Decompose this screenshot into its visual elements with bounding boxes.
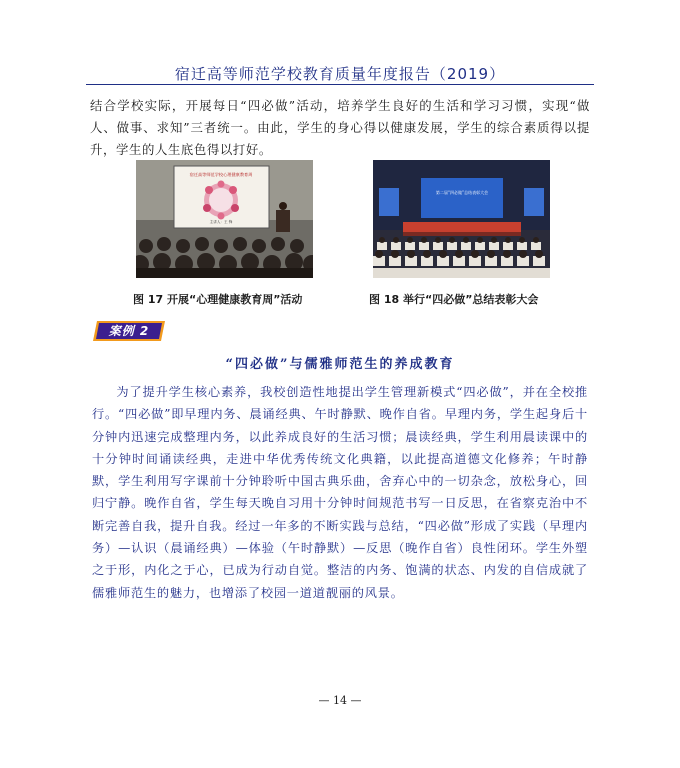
photo-award-ceremony bbox=[373, 160, 550, 278]
screen-title-2: 第二届“四必做”总结表彰大会 bbox=[435, 190, 489, 195]
case-body bbox=[92, 381, 588, 604]
case-badge-label: 案例 2 bbox=[108, 324, 150, 338]
screen-subtitle-1: 主讲人：王 锋 bbox=[209, 220, 233, 224]
screen-title-1: 宿迁高等师范学校心理健康教育周 bbox=[189, 172, 253, 177]
header-divider bbox=[86, 84, 594, 85]
report-header-title: 宿迁高等师范学校教育质量年度报告（2019） bbox=[174, 65, 506, 83]
figure-17-caption: 图 17 开展“心理健康教育周”活动 bbox=[133, 293, 303, 306]
page-number: — 14 — bbox=[318, 694, 362, 707]
photo-psychology-lecture bbox=[136, 160, 313, 278]
case-badge bbox=[92, 320, 166, 342]
figure-18-caption: 图 18 举行“四必做”总结表彰大会 bbox=[369, 293, 539, 306]
case-body-paragraph: 为了提升学生核心素养，我校创造性地提出学生管理新模式“四必做”，并在全校推行。“四必做”即早理内务、晨诵经典、午时静默、晚作自省。早理内务，学生起身后十分钟内迅速完成整理内务，以此养成良好的生活习惯；晨读经典，学生利用晨读课中的十分钟时间诵读经典，走进中华优秀传统文化典籍，以此提高道德文化修养；午时静默，学生利用写字课前十分钟聆听中国古典乐曲，舍弃心中的一切杂念，放松身心，回归宁静。晚作自省，学生每天晚自习用十分钟时间规范书写一日反思，在省察克治中不断完善自我，提升自我。经过一年多的不断实践与总结，“四必做”形成了实践（早理内务）—认识（晨诵经典）—体验（午时静默）—反思（晚作自省）良性闭环。学生外塑之于形，内化之于心，已成为行动自觉。整洁的内务、饱满的状态、内发的自信成就了儒雅师范生的魅力，也增添了校园一道道靓丽的风景。 bbox=[92, 385, 588, 600]
intro-paragraph: 结合学校实际，开展每日“四必做”活动，培养学生良好的生活和学习习惯，实现“做人、做事、求知”三者统一。由此，学生的身心得以健康发展，学生的综合素质得以提升，学生的人生底色得以打好。 bbox=[90, 98, 590, 157]
case-title: “四必做”与儒雅师范生的养成教育 bbox=[225, 357, 455, 372]
